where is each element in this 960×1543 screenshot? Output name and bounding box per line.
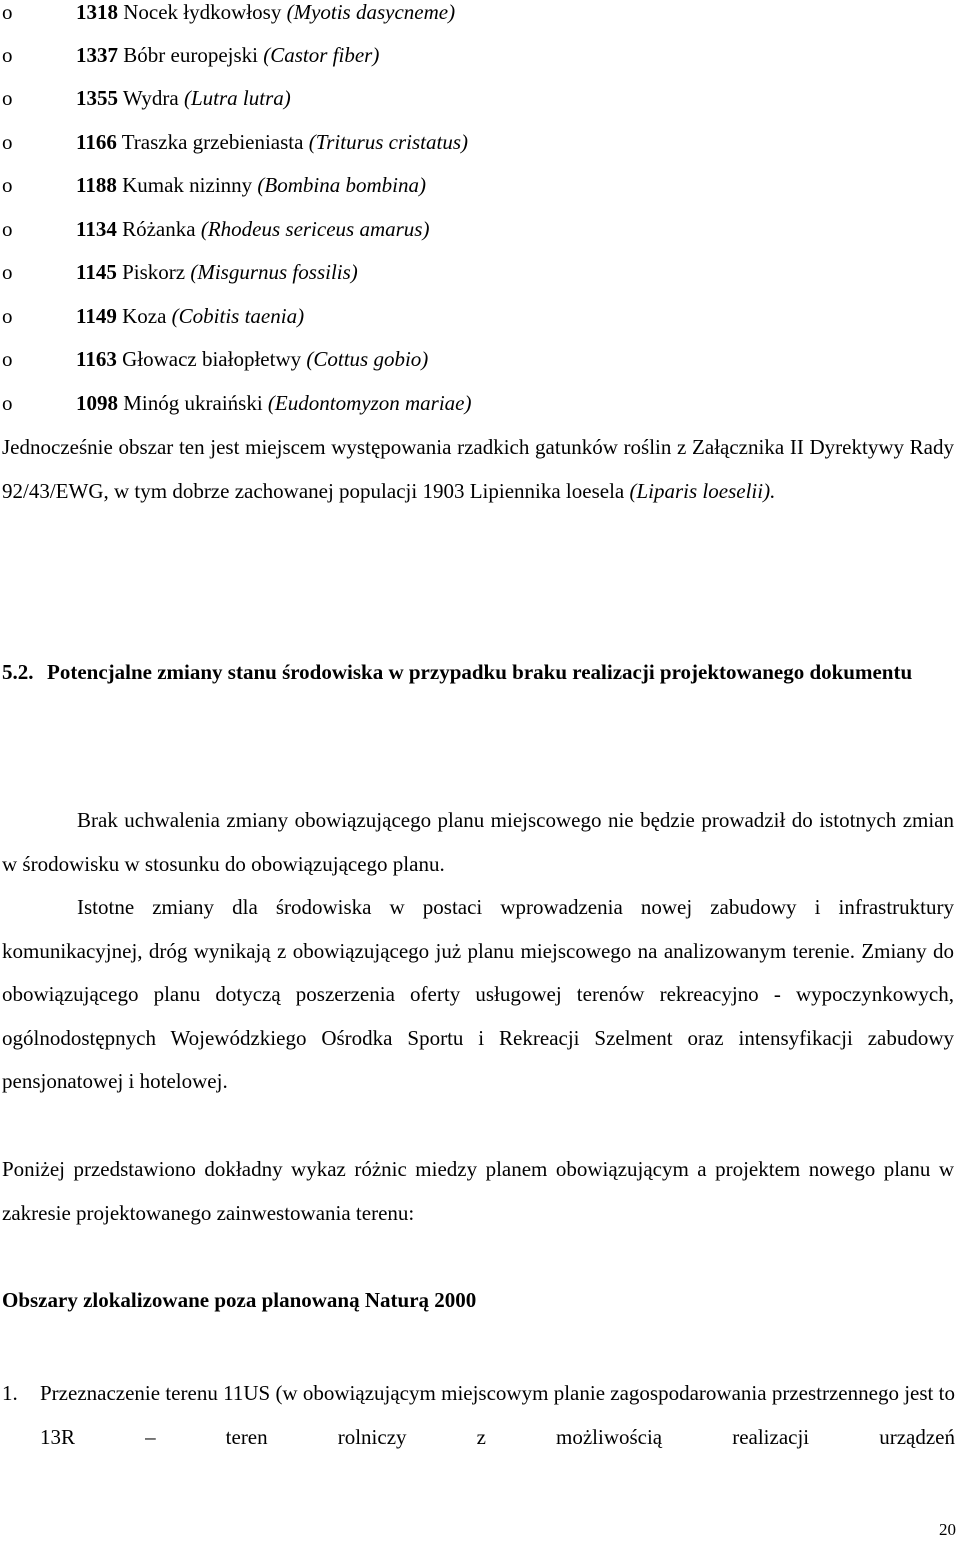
list-item: [0, 131, 960, 175]
bullet: o: [2, 391, 13, 415]
species-name: Traszka grzebieniasta: [121, 130, 304, 154]
bullet: o: [2, 304, 13, 328]
list-item: [0, 261, 960, 305]
species-latin: (Cobitis taenia): [171, 304, 305, 328]
species-name: Różanka: [122, 217, 196, 241]
species-code: 1355: [76, 86, 118, 110]
species-name: Nocek łydkowłosy: [123, 0, 282, 24]
sub-heading: Obszary zlokalizowane poza planowaną Naturą 2000: [2, 1288, 477, 1312]
species-name: Głowacz białopłetwy: [122, 347, 302, 371]
species-code: 1337: [76, 43, 118, 67]
paragraph-3: Poniżej przedstawiono dokładny wykaz różnic miedzy planem obowiązującym a projektem nowego planu w zakresie projektowanego zainwestowania terenu:: [2, 1157, 954, 1225]
species-code: 1166: [76, 130, 117, 154]
species-name: Koza: [122, 304, 167, 328]
bullet: o: [2, 0, 13, 24]
plants-paragraph: [2, 426, 954, 513]
list-item: [0, 305, 960, 349]
species-latin: (Eudontomyzon mariae): [267, 391, 472, 415]
list-item: [0, 174, 960, 218]
species-code: 1134: [76, 217, 117, 241]
species-name: Piskorz: [122, 260, 186, 284]
bullet: o: [2, 347, 13, 371]
species-latin: (Cottus gobio): [306, 347, 429, 371]
list-item: [0, 1, 960, 45]
paragraph-2: Istotne zmiany dla środowiska w postaci wprowadzenia nowej zabudowy i infrastruktury komunikacyjnej, dróg wynikają z obowiązującego już planu miejscowego na analizowanym terenie. Zmiany do obowiązującego planu dotyczą poszerzenia oferty usługowej terenów rekreacyjno - wypoczynkowych, ogólnodostępnych Wojewódzkiego Ośrodka Sportu i Rekreacji Szelment oraz intensyfikacji zabudowy pensjonatowej i hotelowej.: [2, 895, 954, 1094]
bullet: o: [2, 130, 13, 154]
item-number: 1.: [2, 1381, 18, 1405]
species-code: 1188: [76, 173, 117, 197]
list-item: [0, 44, 960, 88]
species-latin: (Rhodeus sericeus amarus): [200, 217, 430, 241]
species-latin: (Castor fiber): [263, 43, 380, 67]
item-text: Przeznaczenie terenu 11US (w obowiązującym miejscowym planie zagospodarowania przestrzennego jest to 13R – teren rolniczy z możliwością realizacji urządzeń: [40, 1381, 955, 1449]
species-name: Bóbr europejski: [123, 43, 258, 67]
bullet: o: [2, 217, 13, 241]
bullet: o: [2, 173, 13, 197]
list-item: [0, 87, 960, 131]
species-code: 1318: [76, 0, 118, 24]
bullet: o: [2, 86, 13, 110]
species-latin: (Myotis dasycneme): [286, 0, 456, 24]
species-latin: (Triturus cristatus): [308, 130, 469, 154]
species-latin: (Lutra lutra): [184, 86, 291, 110]
species-latin: (Bombina bombina): [257, 173, 426, 197]
plants-text: Jednocześnie obszar ten jest miejscem występowania rzadkich gatunków roślin z Załącznika II Dyrektywy Rady 92/43/EWG, w tym dobrze zachowanej populacji 1903 Lipiennika loesela: [2, 435, 954, 503]
section-title: Potencjalne zmiany stanu środowiska w przypadku braku realizacji projektowanego dokumentu: [47, 660, 913, 684]
list-item: [0, 348, 960, 392]
species-code: 1149: [76, 304, 117, 328]
species-latin: (Misgurnus fossilis): [190, 260, 358, 284]
numbered-item: [2, 1371, 955, 1459]
species-code: 1145: [76, 260, 117, 284]
bullet: o: [2, 43, 13, 67]
plants-latin: (Liparis loeselii).: [629, 478, 776, 503]
page-number: 20: [939, 1520, 956, 1539]
species-name: Minóg ukraiński: [123, 391, 263, 415]
paragraph-1: Brak uchwalenia zmiany obowiązującego planu miejscowego nie będzie prowadził do istotnych zmian w środowisku w stosunku do obowiązującego planu.: [2, 808, 954, 876]
section-heading: [2, 650, 955, 694]
bullet: o: [2, 260, 13, 284]
species-code: 1163: [76, 347, 117, 371]
species-name: Wydra: [122, 86, 179, 110]
species-name: Kumak nizinny: [122, 173, 253, 197]
species-code: 1098: [76, 391, 118, 415]
section-number: 5.2.: [2, 660, 34, 684]
list-item: [0, 218, 960, 262]
